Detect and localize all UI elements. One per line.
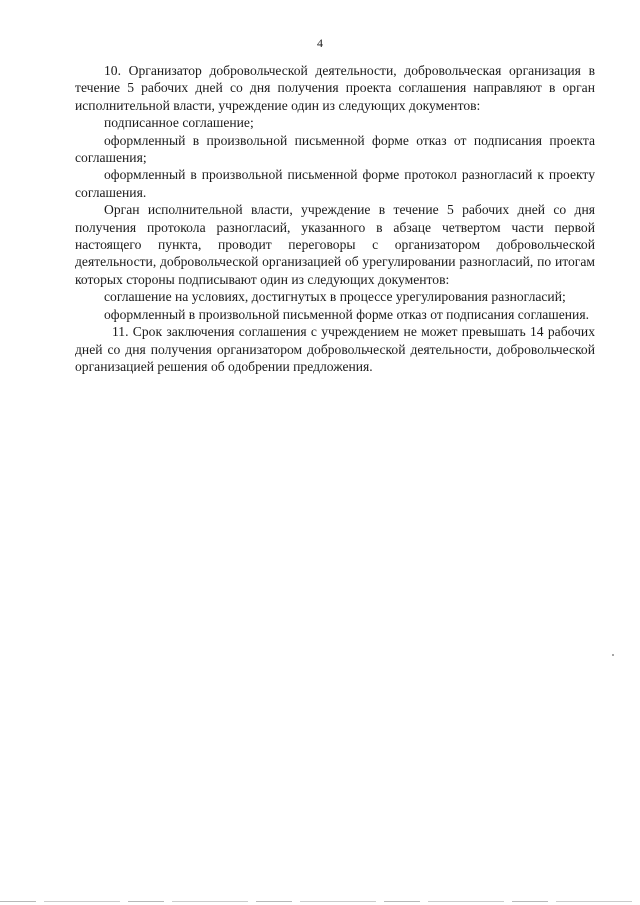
page-number: 4 xyxy=(317,36,323,50)
scan-artifact xyxy=(612,654,614,656)
list-item-refusal-agreement: оформленный в произвольной письменной форме отказ от подписания соглашения. xyxy=(104,306,589,322)
page-bottom-edge xyxy=(0,901,640,902)
paragraph-11-deadline: 11. Срок заключения соглашения с учреждением не может превышать 14 рабочих дней со дня получения организатором добровольческой деятельности, добровольческой организацией решения об одобрении предложения. xyxy=(75,324,595,374)
document-body xyxy=(75,62,595,375)
paragraph-10-intro: 10. Организатор добровольческой деятельности, добровольческая организация в течение 5 рабочих дней со дня получения проекта соглашения направляют в орган исполнительной власти, учреждение один из следующих документов: xyxy=(75,63,595,113)
paragraph-negotiations: Орган исполнительной власти, учреждение в течение 5 рабочих дней со дня получения протокола разногласий, указанного в абзаце четвертом части первой настоящего пункта, проводит переговоры с организатором добровольческой деятельности, добровольческой организацией об урегулировании разногласий, по итогам которых стороны подписывают один из следующих документов: xyxy=(75,202,595,287)
list-item-refusal-draft: оформленный в произвольной письменной форме отказ от подписания проекта соглашения; xyxy=(75,132,595,166)
list-item-agreed-terms: соглашение на условиях, достигнутых в процессе урегулирования разногласий; xyxy=(104,289,566,305)
list-item-signed-agreement: подписанное соглашение; xyxy=(104,115,254,131)
list-item-disagreement-protocol: оформленный в произвольной письменной форме протокол разногласий к проекту соглашения. xyxy=(75,167,595,200)
